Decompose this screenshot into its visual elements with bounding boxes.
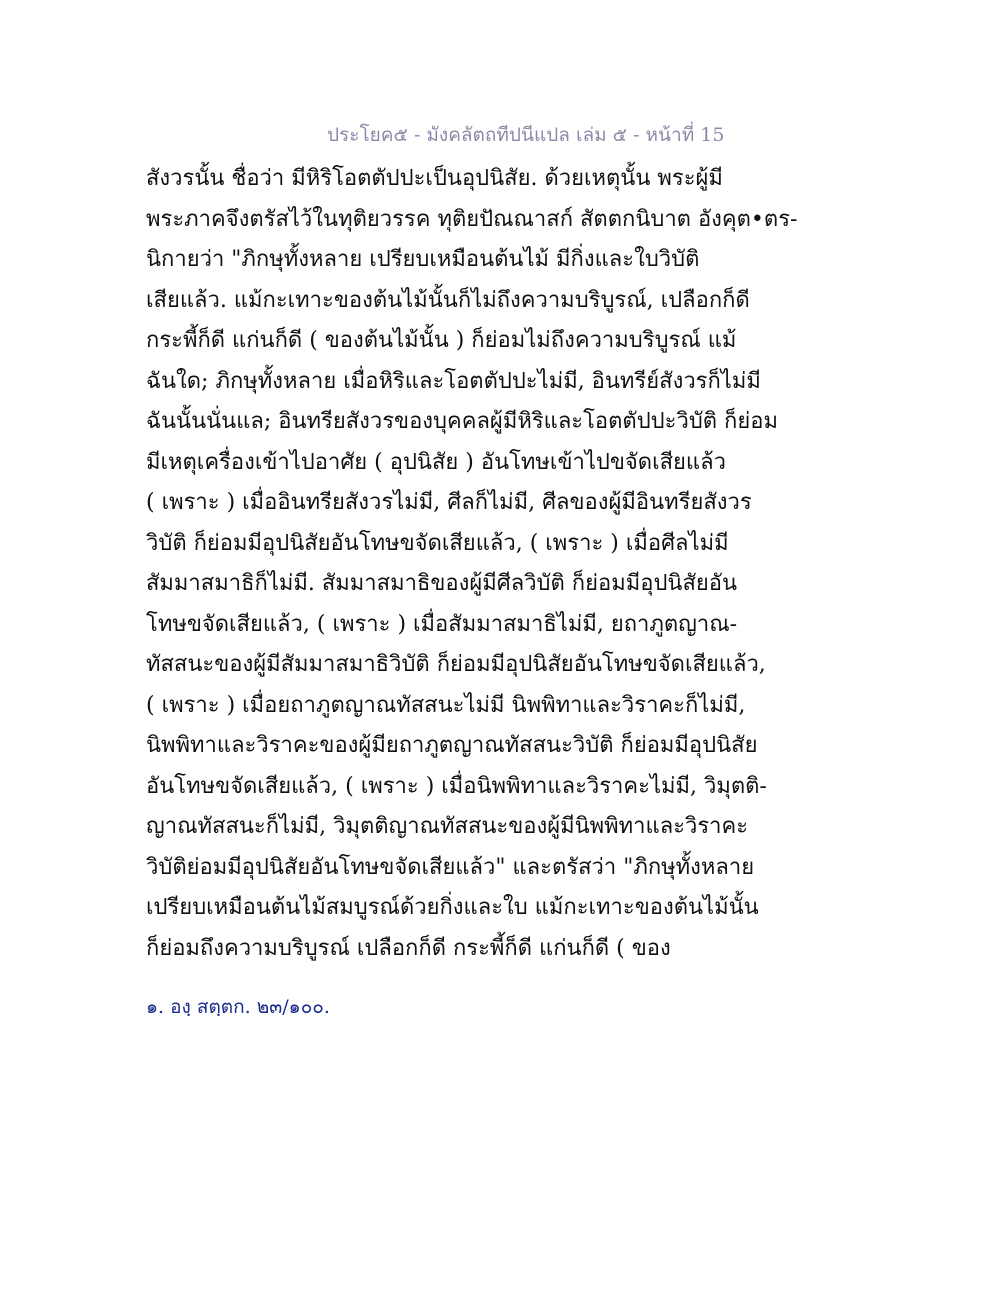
footnote: ๑. องฺ สตฺตก. ๒๓/๑๐๐. (146, 996, 330, 1018)
text-line: มีเหตุเครื่องเข้าไปอาศัย ( อุปนิสัย ) อันโทษเข้าไปขจัดเสียแล้ว (146, 449, 726, 475)
text-line: อันโทษขจัดเสียแล้ว, ( เพราะ ) เมื่อนิพพิทาและวิราคะไม่มี, วิมุตติ- (146, 773, 767, 799)
text-line: ฉันนั้นนั่นแล; อินทรียสังวรของบุคคลผู้มีหิริและโอตตัปปะวิบัติ ก็ย่อม (146, 409, 778, 434)
text-line: ทัสสนะของผู้มีสัมมาสมาธิวิบัติ ก็ย่อมมีอุปนิสัยอันโทษขจัดเสียแล้ว, (146, 652, 766, 677)
text-line: วิบัติ ก็ย่อมมีอุปนิสัยอันโทษขจัดเสียแล้ว, ( เพราะ ) เมื่อศีลไม่มี (146, 530, 729, 556)
text-line: เสียแล้ว. แม้กะเทาะของต้นไม้นั้นก็ไม่ถึงความบริบูรณ์, เปลือกก็ดี (146, 287, 750, 313)
text-line: นิพพิทาและวิราคะของผู้มียถาภูตญาณทัสสนะวิบัติ ก็ย่อมมีอุปนิสัย (146, 733, 758, 758)
text-line: โทษขจัดเสียแล้ว, ( เพราะ ) เมื่อสัมมาสมาธิไม่มี, ยถาภูตญาณ- (146, 611, 738, 637)
text-line: พระภาคจึงตรัสไว้ในทุติยวรรค ทุติยปัณณาสก์ สัตตกนิบาต อังคุต•ตร- (146, 206, 798, 232)
body-text (146, 159, 866, 969)
text-line: นิกายว่า "ภิกษุทั้งหลาย เปรียบเหมือนต้นไม้ มีกิ่งและใบวิบัติ (146, 247, 700, 272)
text-line: ฉันใด; ภิกษุทั้งหลาย เมื่อหิริและโอตตัปปะไม่มี, อินทรีย์สังวรก็ไม่มี (146, 368, 761, 394)
text-line: ( เพราะ ) เมื่ออินทรียสังวรไม่มี, ศีลก็ไม่มี, ศีลของผู้มีอินทรียสังวร (146, 490, 752, 515)
text-line: กระพี้ก็ดี แก่นก็ดี ( ของต้นไม้นั้น ) ก็ย่อมไม่ถึงความบริบูรณ์ แม้ (146, 328, 737, 353)
text-line: เปรียบเหมือนต้นไม้สมบูรณ์ด้วยกิ่งและใบ แม้กะเทาะของต้นไม้นั้น (146, 895, 759, 920)
text-line: สัมมาสมาธิก็ไม่มี. สัมมาสมาธิของผู้มีศีลวิบัติ ก็ย่อมมีอุปนิสัยอัน (146, 571, 738, 596)
text-line: วิบัติย่อมมีอุปนิสัยอันโทษขจัดเสียแล้ว" และตรัสว่า "ภิกษุทั้งหลาย (146, 854, 755, 880)
text-line: ( เพราะ ) เมื่อยถาภูตญาณทัสสนะไม่มี นิพพิทาและวิราคะก็ไม่มี, (146, 692, 746, 718)
text-line: สังวรนั้น ชื่อว่า มีหิริโอตตัปปะเป็นอุปนิสัย. ด้วยเหตุนั้น พระผู้มี (146, 166, 723, 191)
text-line: ก็ย่อมถึงความบริบูรณ์ เปลือกก็ดี กระพี้ก็ดี แก่นก็ดี ( ของ (146, 935, 671, 961)
text-line: ญาณทัสสนะก็ไม่มี, วิมุตติญาณทัสสนะของผู้มีนิพพิทาและวิราคะ (146, 814, 749, 839)
page-header: ประโยค๕ - มังคลัตถทีปนีแปล เล่ม ๕ - หน้าที่ 15 (327, 124, 725, 146)
